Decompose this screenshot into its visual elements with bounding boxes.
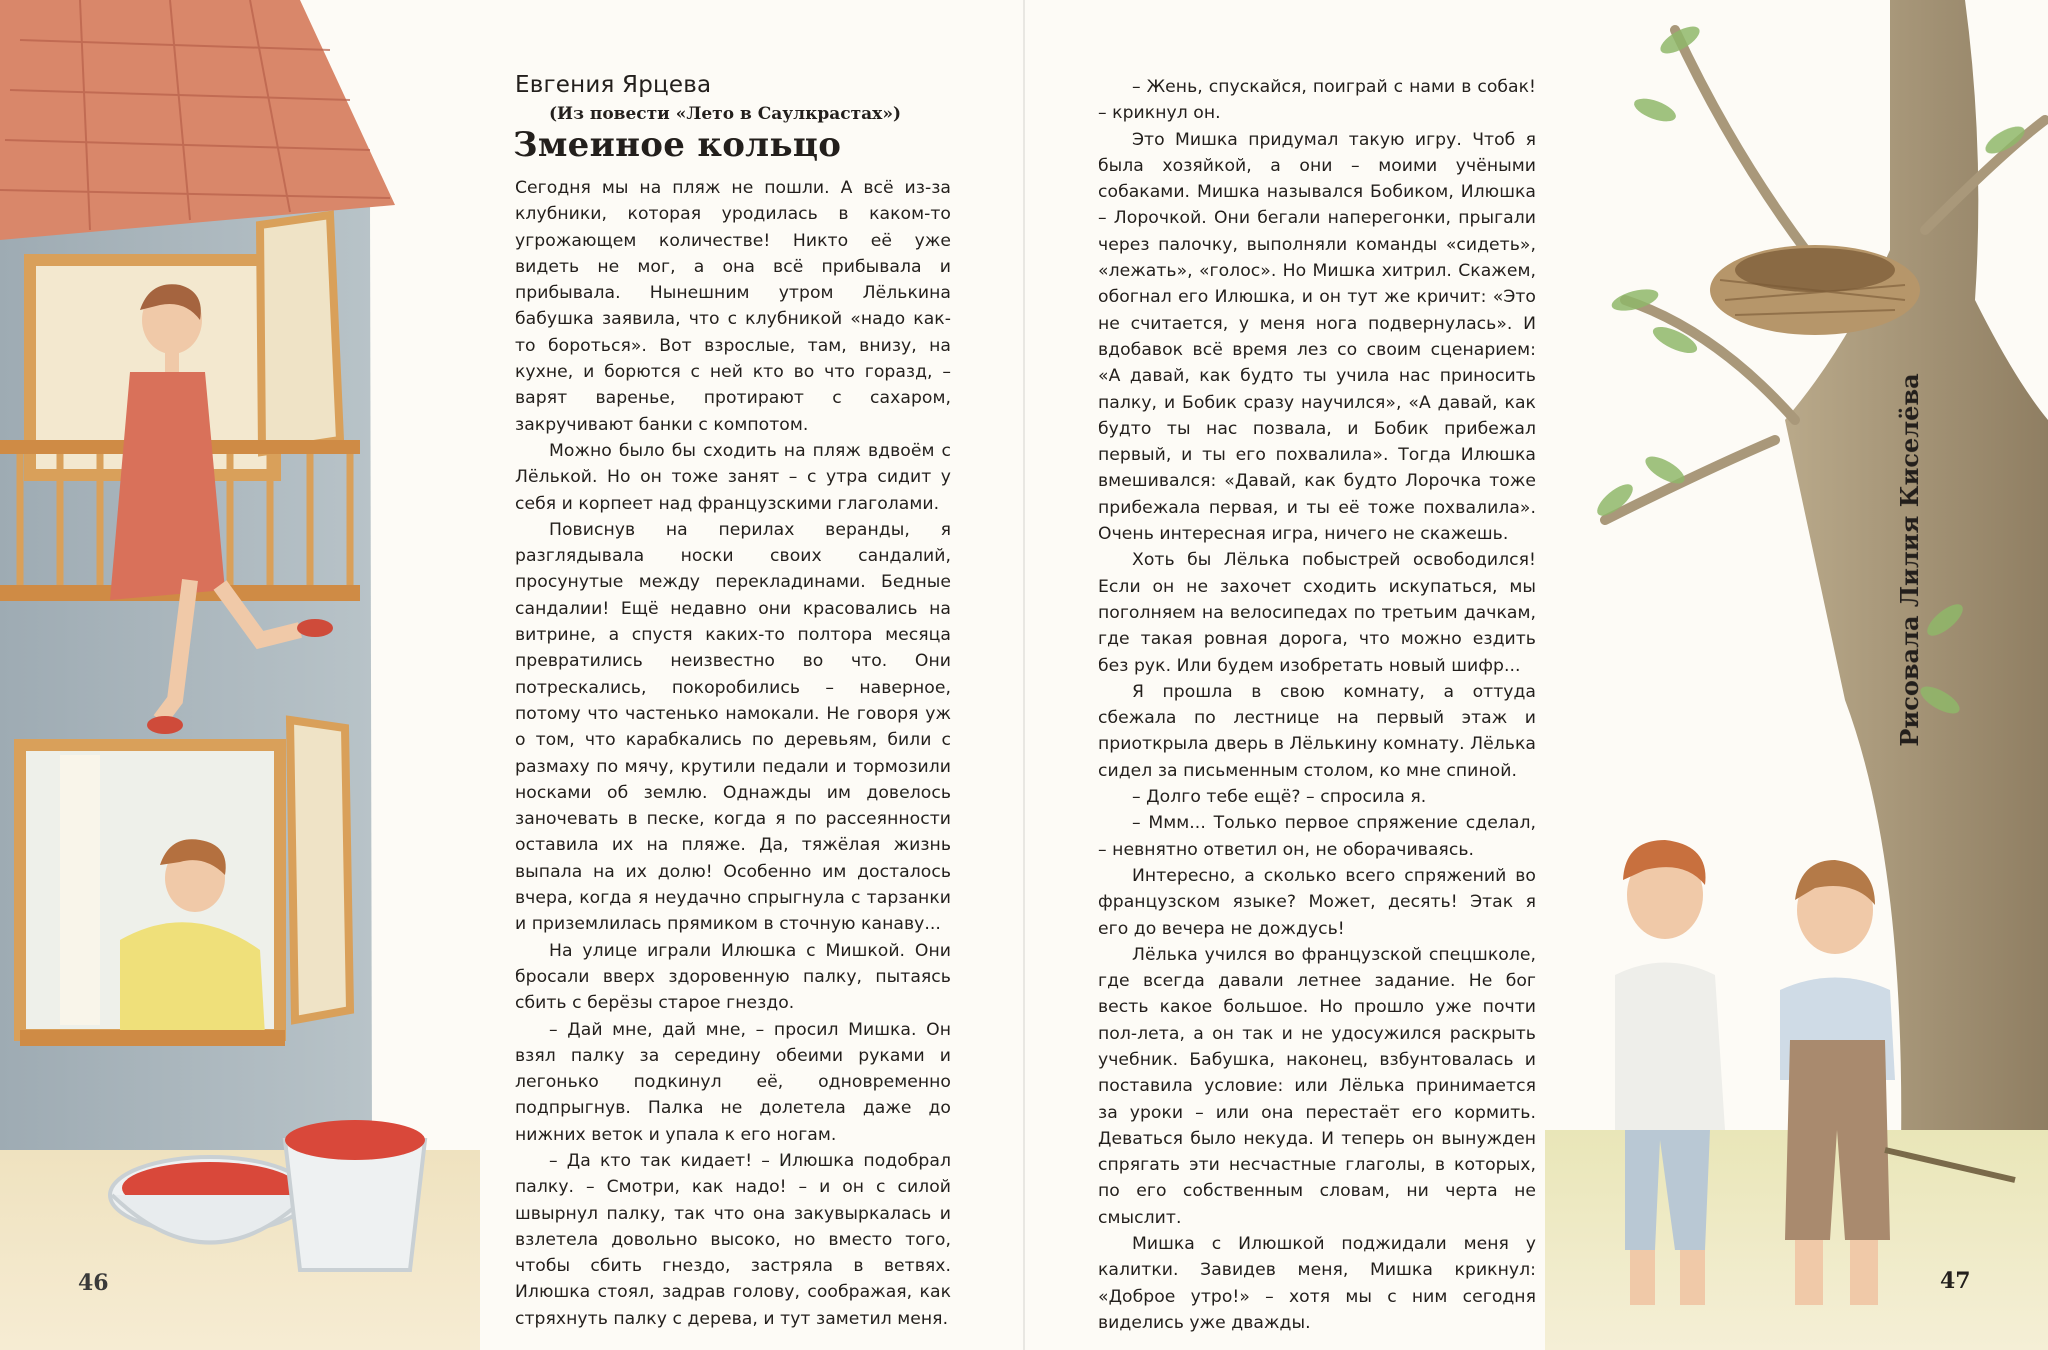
bird-nest xyxy=(1710,245,1920,335)
paragraph: Лёлька учился во французской спецшколе, где всегда давали летнее задание. Не бог весть какое большое. Но прошло уже почти пол-лета, а он так и не удосужился раскрыть учебник. Бабушка, наконец, взбунтовалась и поставила условие: или Лёлька принимается за уроки – или она перестаёт его кормить. Деваться было некуда. И теперь он вынужден спрягать эти несчастные глаголы, в которых, по его собственным словам, ни черта не смыслит. xyxy=(1098,944,1536,1228)
paragraph: Мишка с Илюшкой поджидали меня у калитки. Завидев меня, Мишка крикнул: «Доброе утро!» – хотя мы с ним сегодня виделись уже дважды. xyxy=(1098,1234,1536,1333)
berry-bucket xyxy=(285,1120,425,1270)
paragraph: – Да кто так кидает! – Илюшка подобрал палку. – Смотри, как надо! – и он с силой швырнул палку, так что она закувыркалась и взлетела довольно высоко, но вместо того, чтобы сбить гнездо, застряла в ветвях. Илюшка стоял, задрав голову, соображая, как стряхнуть палку с дерева, и тут заметил меня. xyxy=(515,1150,951,1329)
page-number-right: 47 xyxy=(1940,1268,1971,1294)
paragraph: – Дай мне, дай мне, – просил Мишка. Он взял палку за середину обеими руками и легонько подкинул её, одновременно подпрыгнув. Палка не долетела даже до нижних веток и упала к его ногам. xyxy=(515,1019,951,1145)
left-page-body xyxy=(515,175,951,1332)
page-number-left: 46 xyxy=(78,1270,109,1296)
paragraph: – Долго тебе ещё? – спросила я. xyxy=(1132,787,1427,808)
paragraph: Это Мишка придумал такую игру. Чтоб я была хозяйкой, а они – моими учёными собаками. Мишка назывался Бобиком, Илюшка – Лорочкой. Они бегали наперегонки, прыгали через палочку, выполняли команды «сидеть», «лежать», «голос». Но Мишка хитрил. Скажем, обогнал его Илюшка, и он тут же кричит: «Это не считается, у меня нога подвернулась». И вдобавок всё время лез со своим сценарием: «А давай, как будто ты учила нас приносить палку, и Бобик сразу научился», «А давай, как будто ты нас позвала, и Бобик прибежал первый, и ты его похвалила». Тогда Илюшка вмешивался: «Давай, как будто Лорочка тоже прибежала первая, и ты её тоже похвалила». Очень интересная игра, ничего не скажешь. xyxy=(1098,129,1536,545)
illustrator-credit-text: Рисовала Лилия Киселёва xyxy=(1895,373,1924,747)
gutter-shadow xyxy=(1023,0,1025,1350)
story-title: Змеиное кольцо xyxy=(513,125,842,165)
paragraph: Сегодня мы на пляж не пошли. А всё из-за клубники, которая уродилась в каком-то угрожающем количестве! Никто её уже видеть не мог, а она всё прибывала и прибывала. Нынешним утром Лёлькина бабушка заявила, что с клубникой «надо как-то бороться». Вот взрослые, там, внизу, на кухне, и борются с ней кто во что горазд, – варят варенье, протирают с сахаром, закручивают банки с компотом. xyxy=(515,178,951,435)
author-name: Евгения Ярцева xyxy=(515,72,712,98)
house-illustration xyxy=(0,0,480,1350)
paragraph: Хоть бы Лёлька побыстрей освободился! Если он не захочет сходить искупаться, мы поголняем на велосипедах по третьим дачкам, где такая ровная дорога, что можно ездить без рук. Или будем изобретать новый шифр... xyxy=(1098,550,1536,676)
paragraph: На улице играли Илюшка с Мишкой. Они бросали вверх здоровенную палку, пытаясь сбить с берёзы старое гнездо. xyxy=(515,940,951,1014)
right-page-body xyxy=(1098,74,1536,1336)
paragraph: Я прошла в свою комнату, а оттуда сбежала по лестнице на первый этаж и приоткрыла дверь в Лёлькину комнату. Лёлька сидел за письменным столом, ко мне спиной. xyxy=(1098,681,1536,781)
paragraph: Повиснув на перилах веранды, я разглядывала носки своих сандалий, просунутые между перекладинами. Бедные сандалии! Ещё недавно они красовались на витрине, а спустя каких-то полтора месяца превратились неизвестно во что. Они потрескались, покоробились – наверное, потому что частенько намокали. Не говоря уж о том, что карабкались по деревьям, били с размаху по мячу, крутили педали и тормозили носками об землю. Однажды им довелось заночевать в песке, когда я по рассеянности оставила их на пляже. Да, тяжёлая жизнь выпала на их долю! Особенно им досталось вчера, когда я неудачно спрыгнула с тарзанки и приземлилась прямиком в сточную канаву... xyxy=(515,519,951,935)
story-source: (Из повести «Лето в Саулкрастах») xyxy=(549,104,901,124)
paragraph: Интересно, а сколько всего спряжений во французском языке? Может, десять! Этак я его до вечера не дождусь! xyxy=(1098,865,1536,939)
paragraph: – Ммм... Только первое спряжение сделал, – невнятно ответил он, не оборачиваясь. xyxy=(1098,813,1536,860)
paragraph: – Жень, спускайся, поиграй с нами в собак! – крикнул он. xyxy=(1098,77,1536,124)
tree-illustration xyxy=(1545,0,2048,1350)
paragraph: Можно было бы сходить на пляж вдвоём с Лёлькой. Но он тоже занят – с утра сидит у себя и корпеет над французскими глаголами. xyxy=(515,440,951,514)
